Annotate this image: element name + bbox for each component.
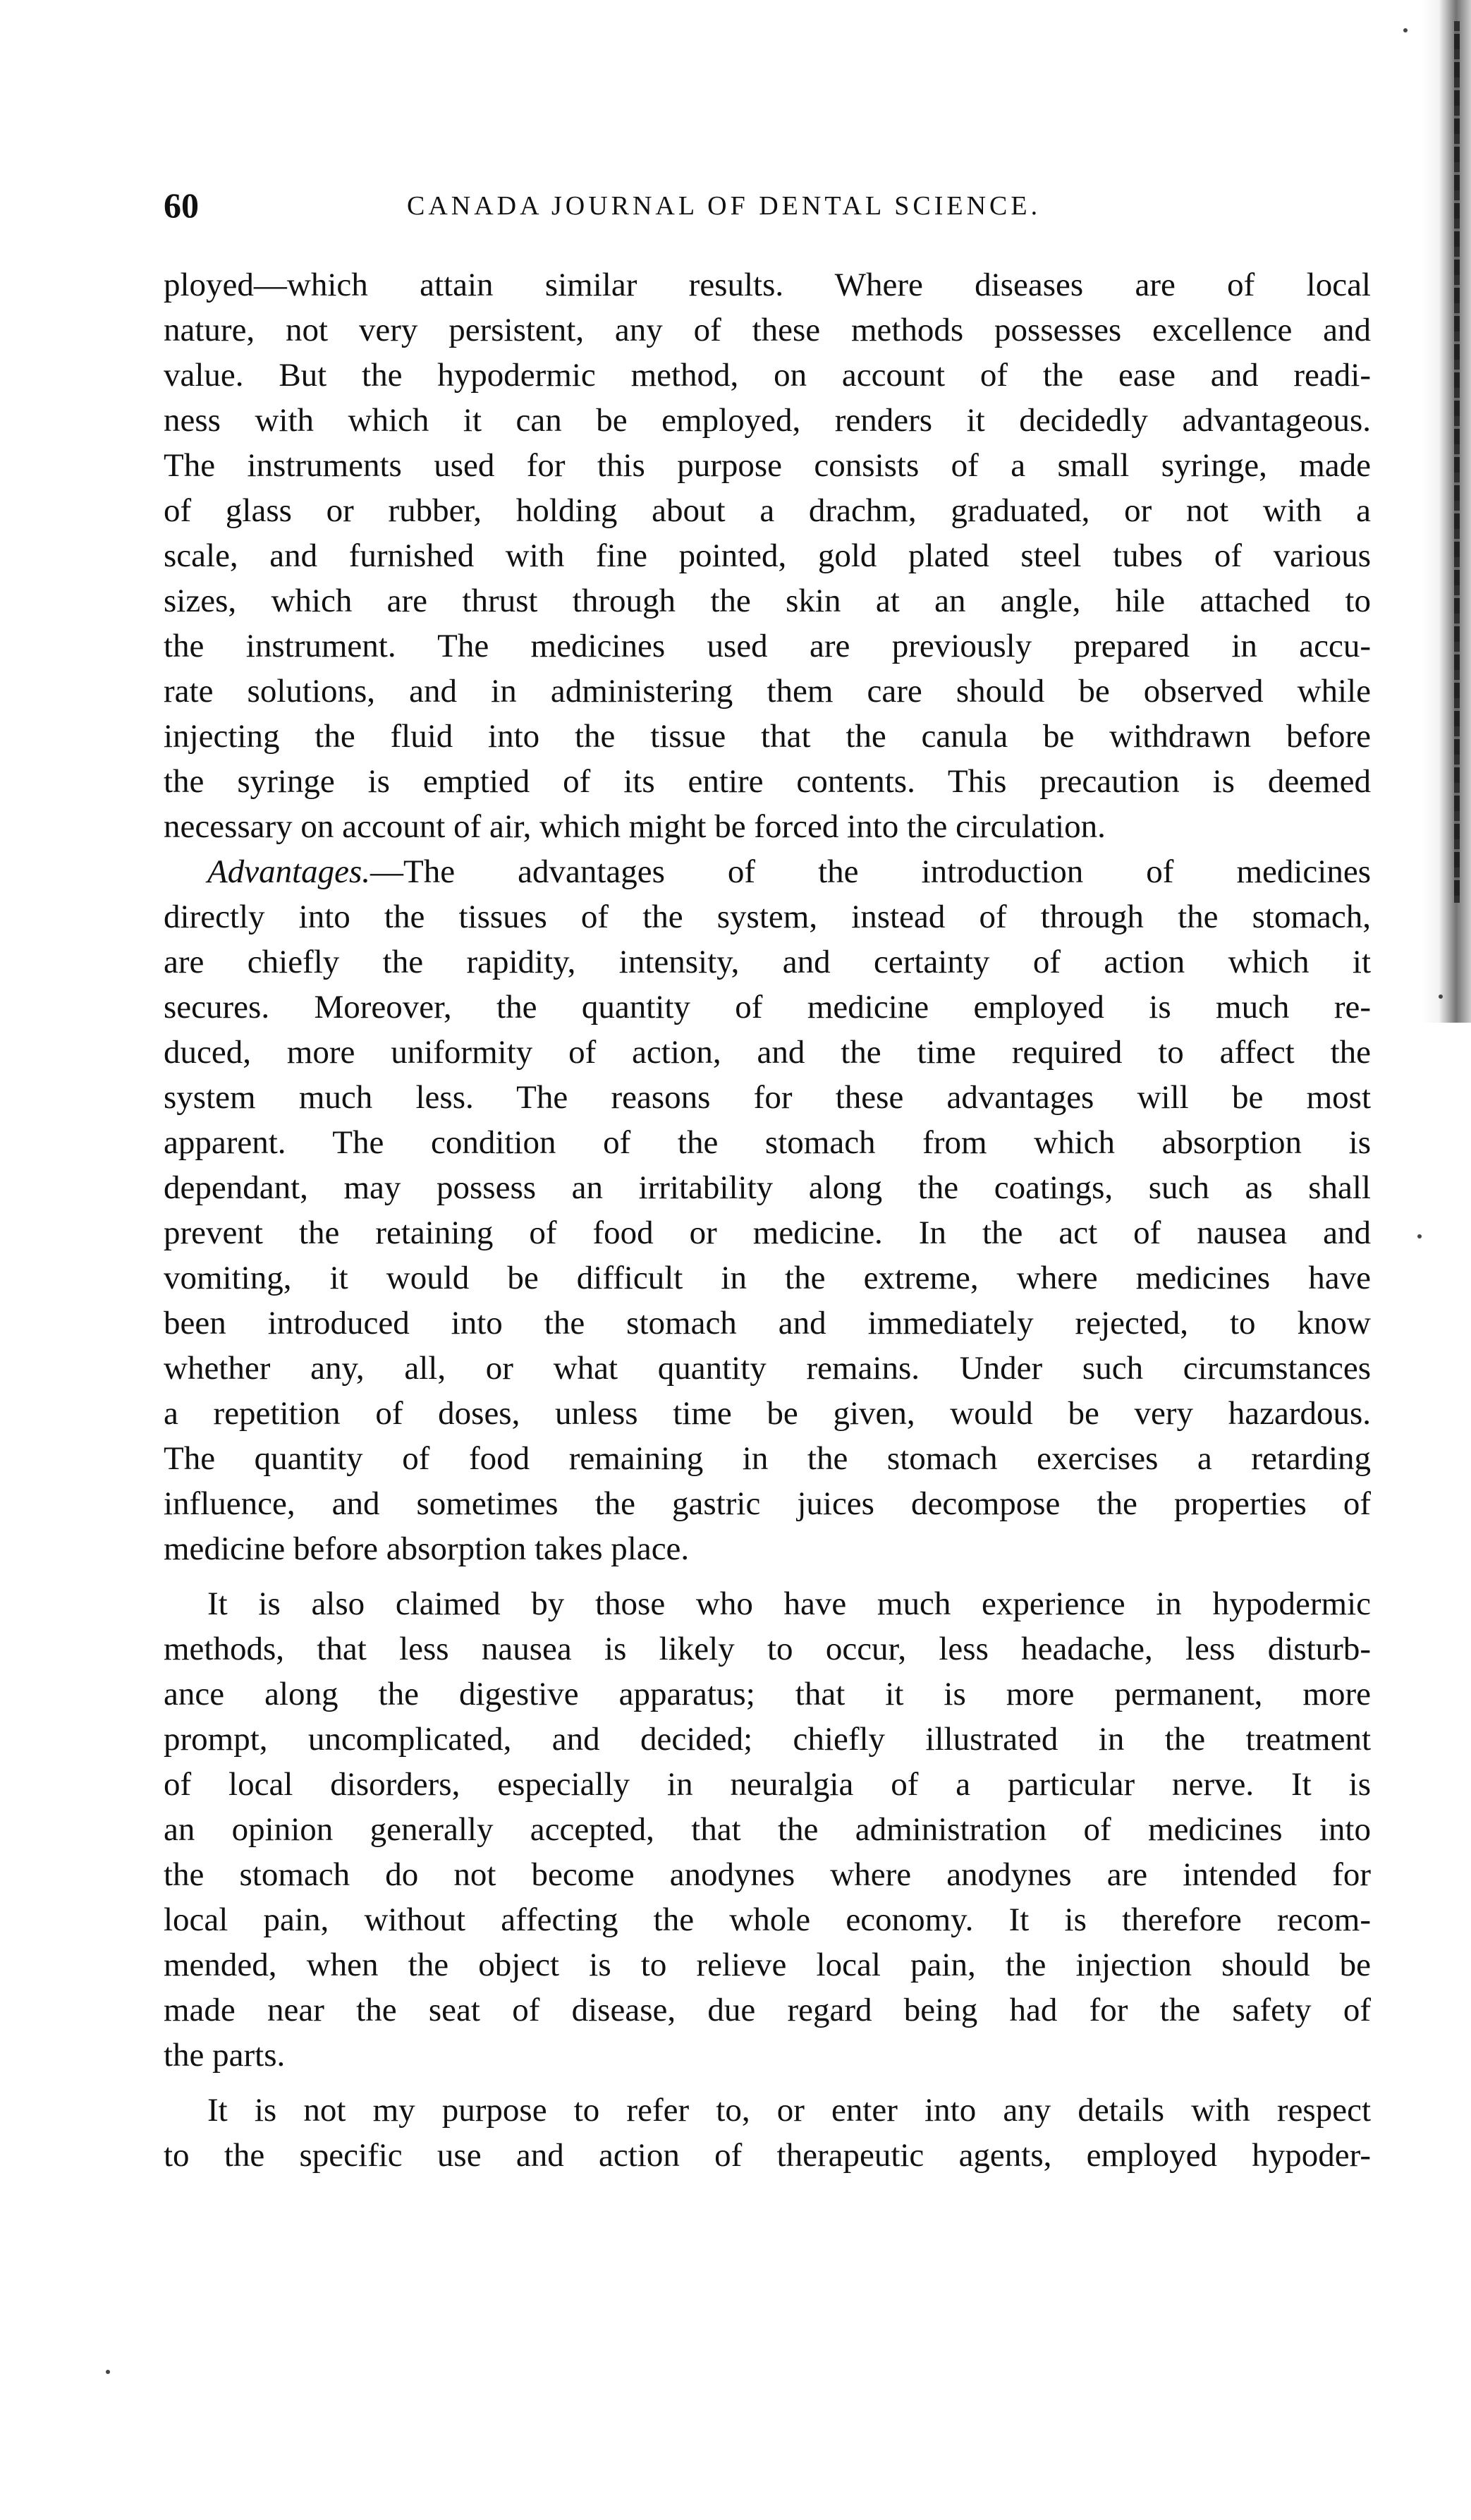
section-heading-advantages: Advantages. [207, 853, 371, 890]
scan-speck [1417, 1234, 1422, 1238]
text-line: the stomach do not become anodynes where anodynes are intended for [164, 1856, 1371, 1893]
text-line: whether any, all, or what quantity remains. Under such circumstances [164, 1350, 1371, 1387]
text-line: necessary on account of air, which might be forced into the circulation. [164, 808, 1106, 845]
text-line: local pain, without affecting the whole economy. It is therefore recom- [164, 1901, 1371, 1938]
text-line: scale, and furnished with fine pointed, gold plated steel tubes of various [164, 537, 1371, 574]
paragraph-purpose [164, 2088, 1371, 2178]
text-run: —The advantages of the introduction of medicines [370, 853, 1371, 890]
text-line: nature, not very persistent, any of these methods possesses excellence and [164, 312, 1371, 348]
text-line: of glass or rubber, holding about a drachm, graduated, or not with a [164, 492, 1371, 529]
paragraph-hypodermic-claims [164, 1581, 1371, 2078]
text-line: dependant, may possess an irritability along the coatings, such as shall [164, 1169, 1371, 1206]
text-line: It is also claimed by those who have much experience in hypodermic [207, 1585, 1371, 1622]
text-line: a repetition of doses, unless time be given, would be very hazardous. [164, 1395, 1371, 1432]
text-line: rate solutions, and in administering them care should be observed while [164, 673, 1371, 710]
text-line: The quantity of food remaining in the stomach exercises a retarding [164, 1440, 1371, 1477]
text-line: of local disorders, especially in neuralgia of a particular nerve. It is [164, 1766, 1371, 1803]
text-line: injecting the fluid into the tissue that the canula be withdrawn before [164, 718, 1371, 755]
text-line: vomiting, it would be difficult in the extreme, where medicines have [164, 1260, 1371, 1296]
paragraph-advantages [164, 849, 1371, 1571]
text-line: been introduced into the stomach and immediately rejected, to know [164, 1305, 1371, 1341]
text-line: It is not my purpose to refer to, or enter into any details with respect [207, 2092, 1371, 2129]
text-line: the parts. [164, 2037, 286, 2074]
binding-edge [1454, 21, 1460, 903]
text-line: prompt, uncomplicated, and decided; chiefly illustrated in the treatment [164, 1721, 1371, 1758]
text-line: medicine before absorption takes place. [164, 1530, 690, 1567]
text-line: prevent the retaining of food or medicine. In the act of nausea and [164, 1215, 1371, 1251]
text-line [164, 849, 1371, 894]
text-line: mended, when the object is to relieve local pain, the injection should be [164, 1947, 1371, 1983]
running-head [164, 185, 1362, 241]
binding-gutter-shadow [1422, 0, 1471, 1023]
text-line: ployed—which attain similar results. Where diseases are of local [164, 267, 1371, 303]
text-line: the syringe is emptied of its entire contents. This precaution is deemed [164, 763, 1371, 800]
scan-speck [1403, 28, 1408, 32]
text-line: duced, more uniformity of action, and the time required to affect the [164, 1034, 1371, 1071]
scan-speck [1439, 994, 1443, 999]
text-line: apparent. The condition of the stomach from which absorption is [164, 1124, 1371, 1161]
page-number: 60 [164, 185, 199, 225]
text-line: to the specific use and action of therapeutic agents, employed hypoder- [164, 2137, 1371, 2174]
text-line: the instrument. The medicines used are previously prepared in accu- [164, 628, 1371, 664]
text-line: are chiefly the rapidity, intensity, and certainty of action which it [164, 944, 1371, 980]
journal-title: CANADA JOURNAL OF DENTAL SCIENCE. [407, 191, 1042, 221]
text-line: an opinion generally accepted, that the administration of medicines into [164, 1811, 1371, 1848]
text-line: secures. Moreover, the quantity of medicine employed is much re- [164, 989, 1371, 1025]
text-line: methods, that less nausea is likely to occur, less headache, less disturb- [164, 1631, 1371, 1667]
paragraph-continuation [164, 262, 1371, 849]
text-line: sizes, which are thrust through the skin at an angle, hile attached to [164, 583, 1371, 619]
text-line: directly into the tissues of the system, instead of through the stomach, [164, 899, 1371, 935]
text-line: The instruments used for this purpose consists of a small syringe, made [164, 447, 1371, 484]
text-line: influence, and sometimes the gastric juices decompose the properties of [164, 1485, 1371, 1522]
text-line: system much less. The reasons for these advantages will be most [164, 1079, 1371, 1116]
text-line: made near the seat of disease, due regard being had for the safety of [164, 1992, 1371, 2028]
scan-speck [106, 2370, 110, 2374]
text-line: ness with which it can be employed, renders it decidedly advantageous. [164, 402, 1371, 439]
text-line: ance along the digestive apparatus; that it is more permanent, more [164, 1676, 1371, 1712]
body-text [164, 262, 1371, 2178]
text-line: value. But the hypodermic method, on account of the ease and readi- [164, 357, 1371, 394]
